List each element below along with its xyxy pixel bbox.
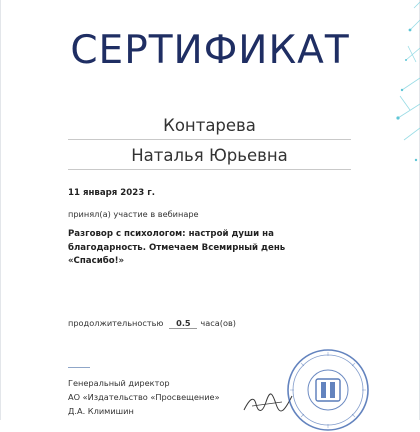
webinar-date: 11 января 2023 г. bbox=[68, 188, 155, 198]
certificate-title: СЕРТИФИКАТ bbox=[70, 28, 350, 73]
recipient-given-names: Наталья Юрьевна bbox=[131, 146, 288, 165]
duration-row bbox=[68, 318, 236, 329]
participation-text: принял(а) участие в вебинаре bbox=[68, 209, 199, 219]
recipient-surname: Контарева bbox=[163, 116, 256, 135]
duration-value: 0.5 bbox=[169, 318, 197, 329]
organization-name: АО «Издательство «Просвещение» bbox=[68, 392, 220, 402]
signer-position: Генеральный директор bbox=[68, 378, 170, 388]
duration-label: продолжительностью bbox=[68, 318, 164, 328]
webinar-title: Разговор с психологом: настрой души на благодарность. Отмечаем Всемирный день «Спасибо!» bbox=[68, 229, 286, 266]
signature-divider bbox=[68, 367, 90, 368]
given-names-underline bbox=[68, 169, 351, 170]
surname-underline bbox=[68, 139, 351, 140]
duration-unit: часа(ов) bbox=[200, 318, 236, 328]
signer-name: Д.А. Климишин bbox=[68, 406, 134, 416]
publisher-seal-icon bbox=[286, 348, 370, 432]
